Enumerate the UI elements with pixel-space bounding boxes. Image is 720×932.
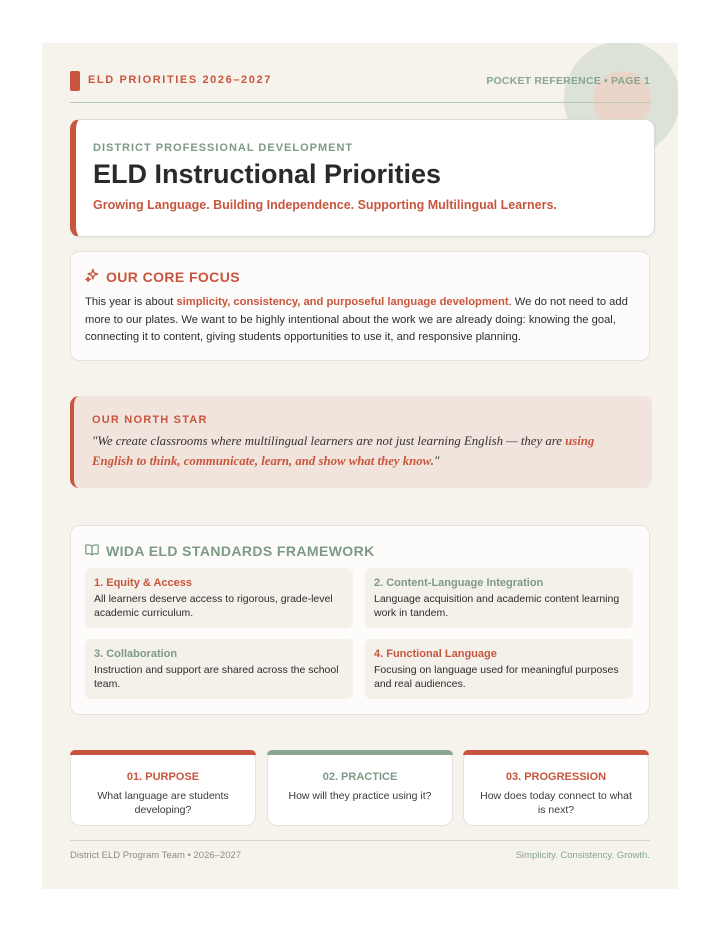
- tile-body: Instruction and support are shared across the school team.: [94, 664, 339, 690]
- core-focus-emphasis: simplicity, consistency, and purposeful language development: [176, 296, 509, 308]
- wida-tile-integration: [365, 568, 633, 628]
- pillar-title: 02. PRACTICE: [322, 771, 398, 783]
- wida-tile-collaboration: [85, 639, 353, 699]
- wida-framework-card: [70, 525, 650, 715]
- wida-tile-equity: [85, 568, 353, 628]
- tile-title: 4. Functional Language: [374, 648, 497, 660]
- core-focus-heading: [85, 268, 240, 285]
- header-title: ELD PRIORITIES 2026–2027: [88, 74, 272, 86]
- quote-emphasis: using English to think, communicate, learn, and show what they know.: [92, 434, 595, 468]
- pillar-accent: [267, 750, 453, 755]
- tile-title: 2. Content-Language Integration: [374, 577, 544, 589]
- wida-heading-text: WIDA ELD STANDARDS FRAMEWORK: [106, 543, 375, 559]
- north-star-kicker: OUR NORTH STAR: [92, 414, 208, 426]
- footer-credit: District ELD Program Team • 2026–2027: [70, 850, 242, 861]
- tile-body: Focusing on language used for meaningful purposes and real audiences.: [374, 664, 619, 690]
- tile-body: All learners deserve access to rigorous, grade-level academic curriculum.: [94, 593, 333, 619]
- pillar-accent: [70, 750, 256, 755]
- core-focus-text-end: . We do not need to add more to our plates. We want to be highly intentional about the work we are already doing: knowing the goal, connecting it to content, giving students opportunities to use it, and responsive planning.: [85, 296, 628, 343]
- footer-tagline: Simplicity. Consistency. Growth.: [515, 850, 650, 861]
- pillar-card-purpose: [70, 750, 256, 826]
- page-subtitle: Growing Language. Building Independence. Supporting Multilingual Learners.: [93, 198, 557, 212]
- pillar-card-progression: [463, 750, 649, 826]
- core-focus-card: [70, 251, 650, 361]
- open-book-icon: [85, 543, 99, 559]
- wida-tile-functional: [365, 639, 633, 699]
- quote-start: "We create classrooms where multilingual learners are not just learning English — they are: [92, 434, 566, 448]
- reference-page: [42, 43, 678, 889]
- north-star-quote: [92, 431, 637, 471]
- pillar-accent: [463, 750, 649, 755]
- core-focus-text: [85, 294, 635, 347]
- tile-title: 1. Equity & Access: [94, 577, 193, 589]
- tile-title: 3. Collaboration: [94, 648, 178, 660]
- pillar-body: What language are students developing?: [97, 790, 229, 816]
- header-page-label: POCKET REFERENCE • PAGE 1: [486, 75, 650, 87]
- north-star-card: [70, 396, 652, 488]
- core-focus-text-start: This year is about: [85, 296, 177, 308]
- page-header: [70, 70, 650, 94]
- pillar-title: 03. PROGRESSION: [505, 771, 607, 783]
- pillar-body: How will they practice using it?: [288, 790, 432, 802]
- pillar-card-practice: [267, 750, 453, 826]
- pillar-title: 01. PURPOSE: [126, 771, 200, 783]
- core-focus-heading-text: OUR CORE FOCUS: [106, 268, 240, 285]
- title-kicker: DISTRICT PROFESSIONAL DEVELOPMENT: [93, 142, 354, 154]
- quote-end: ": [433, 454, 440, 468]
- title-card: [70, 119, 655, 237]
- page-title: ELD Instructional Priorities: [93, 159, 442, 189]
- pillar-body: How does today connect to what is next?: [480, 790, 632, 816]
- sparkle-icon: [85, 268, 99, 285]
- wida-heading: [85, 543, 375, 559]
- header-accent-bar: [70, 71, 80, 91]
- tile-body: Language acquisition and academic content learning work in tandem.: [374, 593, 620, 619]
- footer-divider: [70, 840, 650, 841]
- header-divider: [70, 102, 650, 103]
